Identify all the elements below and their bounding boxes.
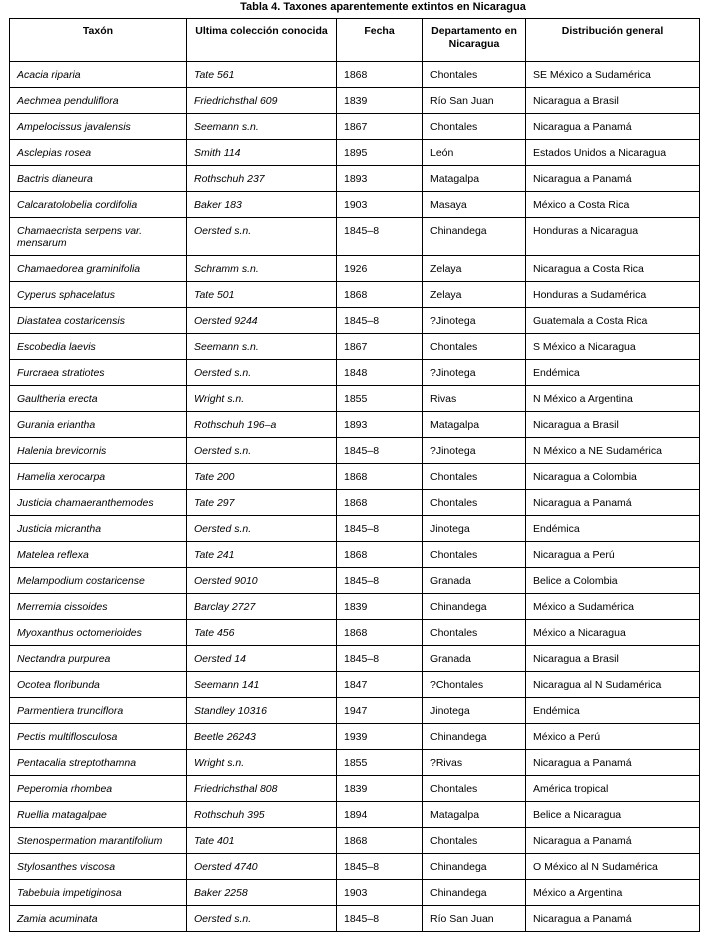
cell-collection: Oersted s.n. bbox=[187, 516, 337, 542]
cell-taxon: Gurania eriantha bbox=[10, 412, 187, 438]
cell-collection: Tate 200 bbox=[187, 464, 337, 490]
cell-distribution: S México a Nicaragua bbox=[526, 334, 700, 360]
cell-distribution: Nicaragua a Panamá bbox=[526, 490, 700, 516]
cell-date: 1947 bbox=[337, 698, 423, 724]
cell-department: ?Rivas bbox=[423, 750, 526, 776]
cell-collection: Schramm s.n. bbox=[187, 256, 337, 282]
cell-collection: Friedrichsthal 609 bbox=[187, 88, 337, 114]
table-row bbox=[10, 334, 700, 360]
cell-date: 1895 bbox=[337, 140, 423, 166]
cell-department: Chontales bbox=[423, 776, 526, 802]
cell-taxon: Merremia cissoides bbox=[10, 594, 187, 620]
cell-date: 1845–8 bbox=[337, 438, 423, 464]
cell-collection: Tate 401 bbox=[187, 828, 337, 854]
cell-collection: Barclay 2727 bbox=[187, 594, 337, 620]
table-row bbox=[10, 360, 700, 386]
cell-department: Matagalpa bbox=[423, 166, 526, 192]
cell-taxon: Justicia micrantha bbox=[10, 516, 187, 542]
cell-department: Zelaya bbox=[423, 256, 526, 282]
cell-distribution: México a Sudamérica bbox=[526, 594, 700, 620]
cell-distribution: Endémica bbox=[526, 698, 700, 724]
cell-taxon: Ampelocissus javalensis bbox=[10, 114, 187, 140]
cell-taxon: Hamelia xerocarpa bbox=[10, 464, 187, 490]
table-header-row bbox=[10, 19, 700, 62]
table-row bbox=[10, 568, 700, 594]
table-row bbox=[10, 464, 700, 490]
cell-date: 1868 bbox=[337, 828, 423, 854]
cell-distribution: Nicaragua a Panamá bbox=[526, 114, 700, 140]
cell-collection: Rothschuh 196–a bbox=[187, 412, 337, 438]
cell-collection: Oersted 14 bbox=[187, 646, 337, 672]
cell-taxon: Myoxanthus octomerioides bbox=[10, 620, 187, 646]
cell-department: Chontales bbox=[423, 334, 526, 360]
cell-collection: Baker 2258 bbox=[187, 880, 337, 906]
cell-collection: Smith 114 bbox=[187, 140, 337, 166]
header-department: Departamento en Nicaragua bbox=[423, 19, 526, 62]
table-row bbox=[10, 218, 700, 256]
cell-date: 1845–8 bbox=[337, 646, 423, 672]
cell-date: 1855 bbox=[337, 386, 423, 412]
cell-collection: Oersted s.n. bbox=[187, 438, 337, 464]
cell-department: Granada bbox=[423, 646, 526, 672]
cell-date: 1867 bbox=[337, 334, 423, 360]
cell-collection: Rothschuh 237 bbox=[187, 166, 337, 192]
cell-distribution: Nicaragua a Brasil bbox=[526, 88, 700, 114]
cell-department: ?Jinotega bbox=[423, 308, 526, 334]
cell-date: 1845–8 bbox=[337, 568, 423, 594]
table-row bbox=[10, 750, 700, 776]
cell-collection: Seemann s.n. bbox=[187, 114, 337, 140]
cell-date: 1845–8 bbox=[337, 854, 423, 880]
table-row bbox=[10, 88, 700, 114]
cell-department: Matagalpa bbox=[423, 412, 526, 438]
cell-date: 1847 bbox=[337, 672, 423, 698]
cell-date: 1868 bbox=[337, 282, 423, 308]
cell-taxon: Cyperus sphacelatus bbox=[10, 282, 187, 308]
cell-department: Chinandega bbox=[423, 854, 526, 880]
extinct-taxa-table bbox=[9, 18, 700, 932]
cell-date: 1839 bbox=[337, 594, 423, 620]
cell-distribution: América tropical bbox=[526, 776, 700, 802]
cell-distribution: Guatemala a Costa Rica bbox=[526, 308, 700, 334]
cell-taxon: Chamaedorea graminifolia bbox=[10, 256, 187, 282]
table-row bbox=[10, 542, 700, 568]
cell-department: Masaya bbox=[423, 192, 526, 218]
cell-taxon: Matelea reflexa bbox=[10, 542, 187, 568]
table-row bbox=[10, 282, 700, 308]
header-collection: Ultima colección conocida bbox=[187, 19, 337, 62]
table-row bbox=[10, 776, 700, 802]
cell-date: 1939 bbox=[337, 724, 423, 750]
cell-collection: Baker 183 bbox=[187, 192, 337, 218]
cell-taxon: Tabebuia impetiginosa bbox=[10, 880, 187, 906]
cell-distribution: Belice a Nicaragua bbox=[526, 802, 700, 828]
cell-distribution: Belice a Colombia bbox=[526, 568, 700, 594]
table-row bbox=[10, 166, 700, 192]
table-row bbox=[10, 140, 700, 166]
cell-date: 1868 bbox=[337, 490, 423, 516]
cell-collection: Seemann 141 bbox=[187, 672, 337, 698]
cell-date: 1868 bbox=[337, 620, 423, 646]
cell-date: 1868 bbox=[337, 464, 423, 490]
cell-distribution: Honduras a Sudamérica bbox=[526, 282, 700, 308]
cell-taxon: Acacia riparia bbox=[10, 62, 187, 88]
cell-department: Chontales bbox=[423, 828, 526, 854]
table-row bbox=[10, 880, 700, 906]
cell-department: Chontales bbox=[423, 542, 526, 568]
cell-department: Chontales bbox=[423, 464, 526, 490]
cell-department: ?Jinotega bbox=[423, 360, 526, 386]
cell-date: 1848 bbox=[337, 360, 423, 386]
cell-department: Chinandega bbox=[423, 880, 526, 906]
cell-distribution: Honduras a Nicaragua bbox=[526, 218, 700, 256]
header-date: Fecha bbox=[337, 19, 423, 62]
cell-date: 1867 bbox=[337, 114, 423, 140]
cell-distribution: México a Costa Rica bbox=[526, 192, 700, 218]
header-taxon: Taxón bbox=[10, 19, 187, 62]
cell-department: León bbox=[423, 140, 526, 166]
table-row bbox=[10, 672, 700, 698]
cell-date: 1855 bbox=[337, 750, 423, 776]
cell-taxon: Pectis multiflosculosa bbox=[10, 724, 187, 750]
cell-distribution: Estados Unidos a Nicaragua bbox=[526, 140, 700, 166]
table-row bbox=[10, 594, 700, 620]
table-row bbox=[10, 62, 700, 88]
table-row bbox=[10, 192, 700, 218]
table-row bbox=[10, 646, 700, 672]
cell-collection: Tate 297 bbox=[187, 490, 337, 516]
cell-distribution: SE México a Sudamérica bbox=[526, 62, 700, 88]
cell-department: Río San Juan bbox=[423, 906, 526, 932]
cell-taxon: Peperomia rhombea bbox=[10, 776, 187, 802]
cell-collection: Oersted s.n. bbox=[187, 218, 337, 256]
cell-distribution: Nicaragua a Costa Rica bbox=[526, 256, 700, 282]
cell-collection: Oersted 9244 bbox=[187, 308, 337, 334]
table-row bbox=[10, 438, 700, 464]
header-distribution: Distribución general bbox=[526, 19, 700, 62]
cell-taxon: Stenospermation marantifolium bbox=[10, 828, 187, 854]
cell-distribution: Nicaragua a Panamá bbox=[526, 828, 700, 854]
cell-distribution: México a Argentina bbox=[526, 880, 700, 906]
cell-department: Río San Juan bbox=[423, 88, 526, 114]
table-row bbox=[10, 256, 700, 282]
cell-department: Chinandega bbox=[423, 218, 526, 256]
table-row bbox=[10, 724, 700, 750]
cell-taxon: Stylosanthes viscosa bbox=[10, 854, 187, 880]
table-row bbox=[10, 490, 700, 516]
cell-collection: Wright s.n. bbox=[187, 750, 337, 776]
cell-distribution: Nicaragua al N Sudamérica bbox=[526, 672, 700, 698]
cell-taxon: Escobedia laevis bbox=[10, 334, 187, 360]
cell-department: Chontales bbox=[423, 114, 526, 140]
cell-department: Chinandega bbox=[423, 724, 526, 750]
table-row bbox=[10, 828, 700, 854]
cell-distribution: Nicaragua a Colombia bbox=[526, 464, 700, 490]
cell-date: 1839 bbox=[337, 88, 423, 114]
cell-distribution: Nicaragua a Panamá bbox=[526, 166, 700, 192]
cell-department: Chontales bbox=[423, 62, 526, 88]
cell-department: Matagalpa bbox=[423, 802, 526, 828]
table-body bbox=[10, 62, 700, 932]
table-row bbox=[10, 854, 700, 880]
cell-collection: Seemann s.n. bbox=[187, 334, 337, 360]
cell-taxon: Aechmea penduliflora bbox=[10, 88, 187, 114]
cell-distribution: N México a Argentina bbox=[526, 386, 700, 412]
cell-collection: Tate 241 bbox=[187, 542, 337, 568]
cell-date: 1903 bbox=[337, 880, 423, 906]
cell-taxon: Bactris dianeura bbox=[10, 166, 187, 192]
cell-taxon: Melampodium costaricense bbox=[10, 568, 187, 594]
cell-distribution: Nicaragua a Brasil bbox=[526, 412, 700, 438]
cell-taxon: Asclepias rosea bbox=[10, 140, 187, 166]
cell-date: 1893 bbox=[337, 166, 423, 192]
cell-distribution: México a Perú bbox=[526, 724, 700, 750]
table-row bbox=[10, 698, 700, 724]
cell-distribution: N México a NE Sudamérica bbox=[526, 438, 700, 464]
cell-taxon: Ocotea floribunda bbox=[10, 672, 187, 698]
cell-collection: Oersted s.n. bbox=[187, 360, 337, 386]
cell-distribution: México a Nicaragua bbox=[526, 620, 700, 646]
cell-distribution: Endémica bbox=[526, 360, 700, 386]
cell-collection: Oersted 4740 bbox=[187, 854, 337, 880]
cell-taxon: Calcaratolobelia cordifolia bbox=[10, 192, 187, 218]
cell-collection: Oersted 9010 bbox=[187, 568, 337, 594]
cell-date: 1845–8 bbox=[337, 308, 423, 334]
cell-taxon: Furcraea stratiotes bbox=[10, 360, 187, 386]
table-title: Tabla 4. Taxones aparentemente extintos en Nicaragua bbox=[240, 1, 526, 13]
cell-collection: Rothschuh 395 bbox=[187, 802, 337, 828]
cell-taxon: Ruellia matagalpae bbox=[10, 802, 187, 828]
cell-date: 1868 bbox=[337, 62, 423, 88]
cell-date: 1845–8 bbox=[337, 906, 423, 932]
cell-taxon: Parmentiera trunciflora bbox=[10, 698, 187, 724]
cell-collection: Beetle 26243 bbox=[187, 724, 337, 750]
cell-date: 1868 bbox=[337, 542, 423, 568]
cell-date: 1903 bbox=[337, 192, 423, 218]
cell-department: Zelaya bbox=[423, 282, 526, 308]
cell-collection: Tate 501 bbox=[187, 282, 337, 308]
cell-date: 1893 bbox=[337, 412, 423, 438]
table-row bbox=[10, 386, 700, 412]
cell-department: Jinotega bbox=[423, 698, 526, 724]
cell-department: Chinandega bbox=[423, 594, 526, 620]
cell-distribution: Endémica bbox=[526, 516, 700, 542]
cell-taxon: Zamia acuminata bbox=[10, 906, 187, 932]
cell-distribution: Nicaragua a Panamá bbox=[526, 750, 700, 776]
cell-date: 1926 bbox=[337, 256, 423, 282]
cell-distribution: O México al N Sudamérica bbox=[526, 854, 700, 880]
cell-distribution: Nicaragua a Brasil bbox=[526, 646, 700, 672]
cell-taxon: Nectandra purpurea bbox=[10, 646, 187, 672]
cell-department: Granada bbox=[423, 568, 526, 594]
cell-date: 1839 bbox=[337, 776, 423, 802]
cell-date: 1845–8 bbox=[337, 218, 423, 256]
cell-taxon: Chamaecrista serpens var. mensarum bbox=[10, 218, 187, 256]
cell-collection: Oersted s.n. bbox=[187, 906, 337, 932]
cell-taxon: Halenia brevicornis bbox=[10, 438, 187, 464]
cell-collection: Friedrichsthal 808 bbox=[187, 776, 337, 802]
cell-taxon: Justicia chamaeranthemodes bbox=[10, 490, 187, 516]
cell-department: Jinotega bbox=[423, 516, 526, 542]
cell-department: Chontales bbox=[423, 490, 526, 516]
cell-collection: Standley 10316 bbox=[187, 698, 337, 724]
cell-taxon: Gaultheria erecta bbox=[10, 386, 187, 412]
cell-date: 1894 bbox=[337, 802, 423, 828]
cell-department: Chontales bbox=[423, 620, 526, 646]
cell-date: 1845–8 bbox=[337, 516, 423, 542]
table-row bbox=[10, 412, 700, 438]
cell-taxon: Pentacalia streptothamna bbox=[10, 750, 187, 776]
cell-distribution: Nicaragua a Panamá bbox=[526, 906, 700, 932]
cell-department: Rivas bbox=[423, 386, 526, 412]
cell-taxon: Diastatea costaricensis bbox=[10, 308, 187, 334]
table-row bbox=[10, 620, 700, 646]
cell-distribution: Nicaragua a Perú bbox=[526, 542, 700, 568]
table-row bbox=[10, 906, 700, 932]
cell-collection: Tate 456 bbox=[187, 620, 337, 646]
cell-collection: Wright s.n. bbox=[187, 386, 337, 412]
table-row bbox=[10, 802, 700, 828]
cell-collection: Tate 561 bbox=[187, 62, 337, 88]
cell-department: ?Jinotega bbox=[423, 438, 526, 464]
table-row bbox=[10, 308, 700, 334]
table-row bbox=[10, 516, 700, 542]
cell-department: ?Chontales bbox=[423, 672, 526, 698]
table-row bbox=[10, 114, 700, 140]
